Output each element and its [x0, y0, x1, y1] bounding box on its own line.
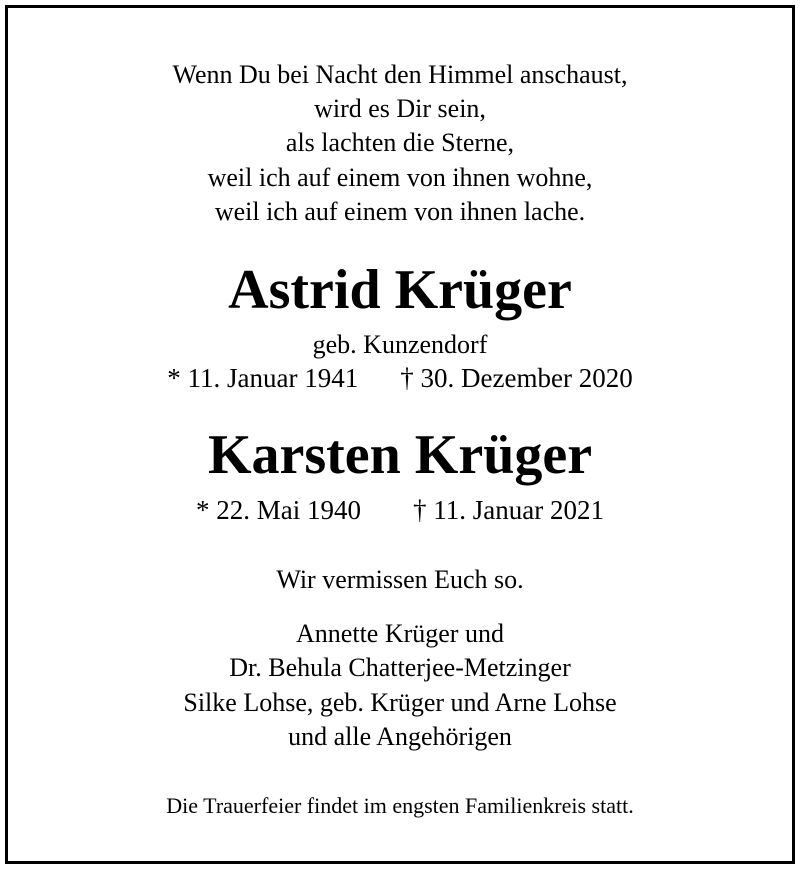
mourner-line-3: Silke Lohse, geb. Krüger und Arne Lohse [183, 688, 617, 717]
mourner-line-1: Annette Krüger und [296, 619, 504, 648]
mourner-line-4: und alle Angehörigen [288, 722, 512, 751]
person2-name: Karsten Krüger [207, 424, 593, 486]
person1-death-date: † 30. Dezember 2020 [400, 363, 633, 393]
person1-maiden-name: geb. Kunzendorf [312, 330, 488, 359]
poem-line-4: weil ich auf einem von ihnen wohne, [207, 163, 593, 192]
mourner-line-2: Dr. Behula Chatterjee-Metzinger [229, 653, 571, 682]
person2-birth-date: * 22. Mai 1940 [196, 495, 362, 525]
poem-line-5: weil ich auf einem von ihnen lache. [214, 197, 586, 226]
person1-birth-date: * 11. Januar 1941 [167, 363, 359, 393]
poem-line-3: als lachten die Sterne, [285, 128, 515, 157]
closing-note: Die Trauerfeier findet im engsten Familienkreis statt. [166, 793, 634, 818]
person1-dates [0, 365, 800, 392]
person1-name: Astrid Krüger [228, 259, 572, 321]
poem-line-1: Wenn Du bei Nacht den Himmel anschaust, [172, 60, 628, 89]
person2-dates [0, 497, 800, 524]
person2-death-date: † 11. Januar 2021 [413, 495, 604, 525]
poem-line-2: wird es Dir sein, [314, 94, 486, 123]
message: Wir vermissen Euch so. [276, 565, 524, 594]
